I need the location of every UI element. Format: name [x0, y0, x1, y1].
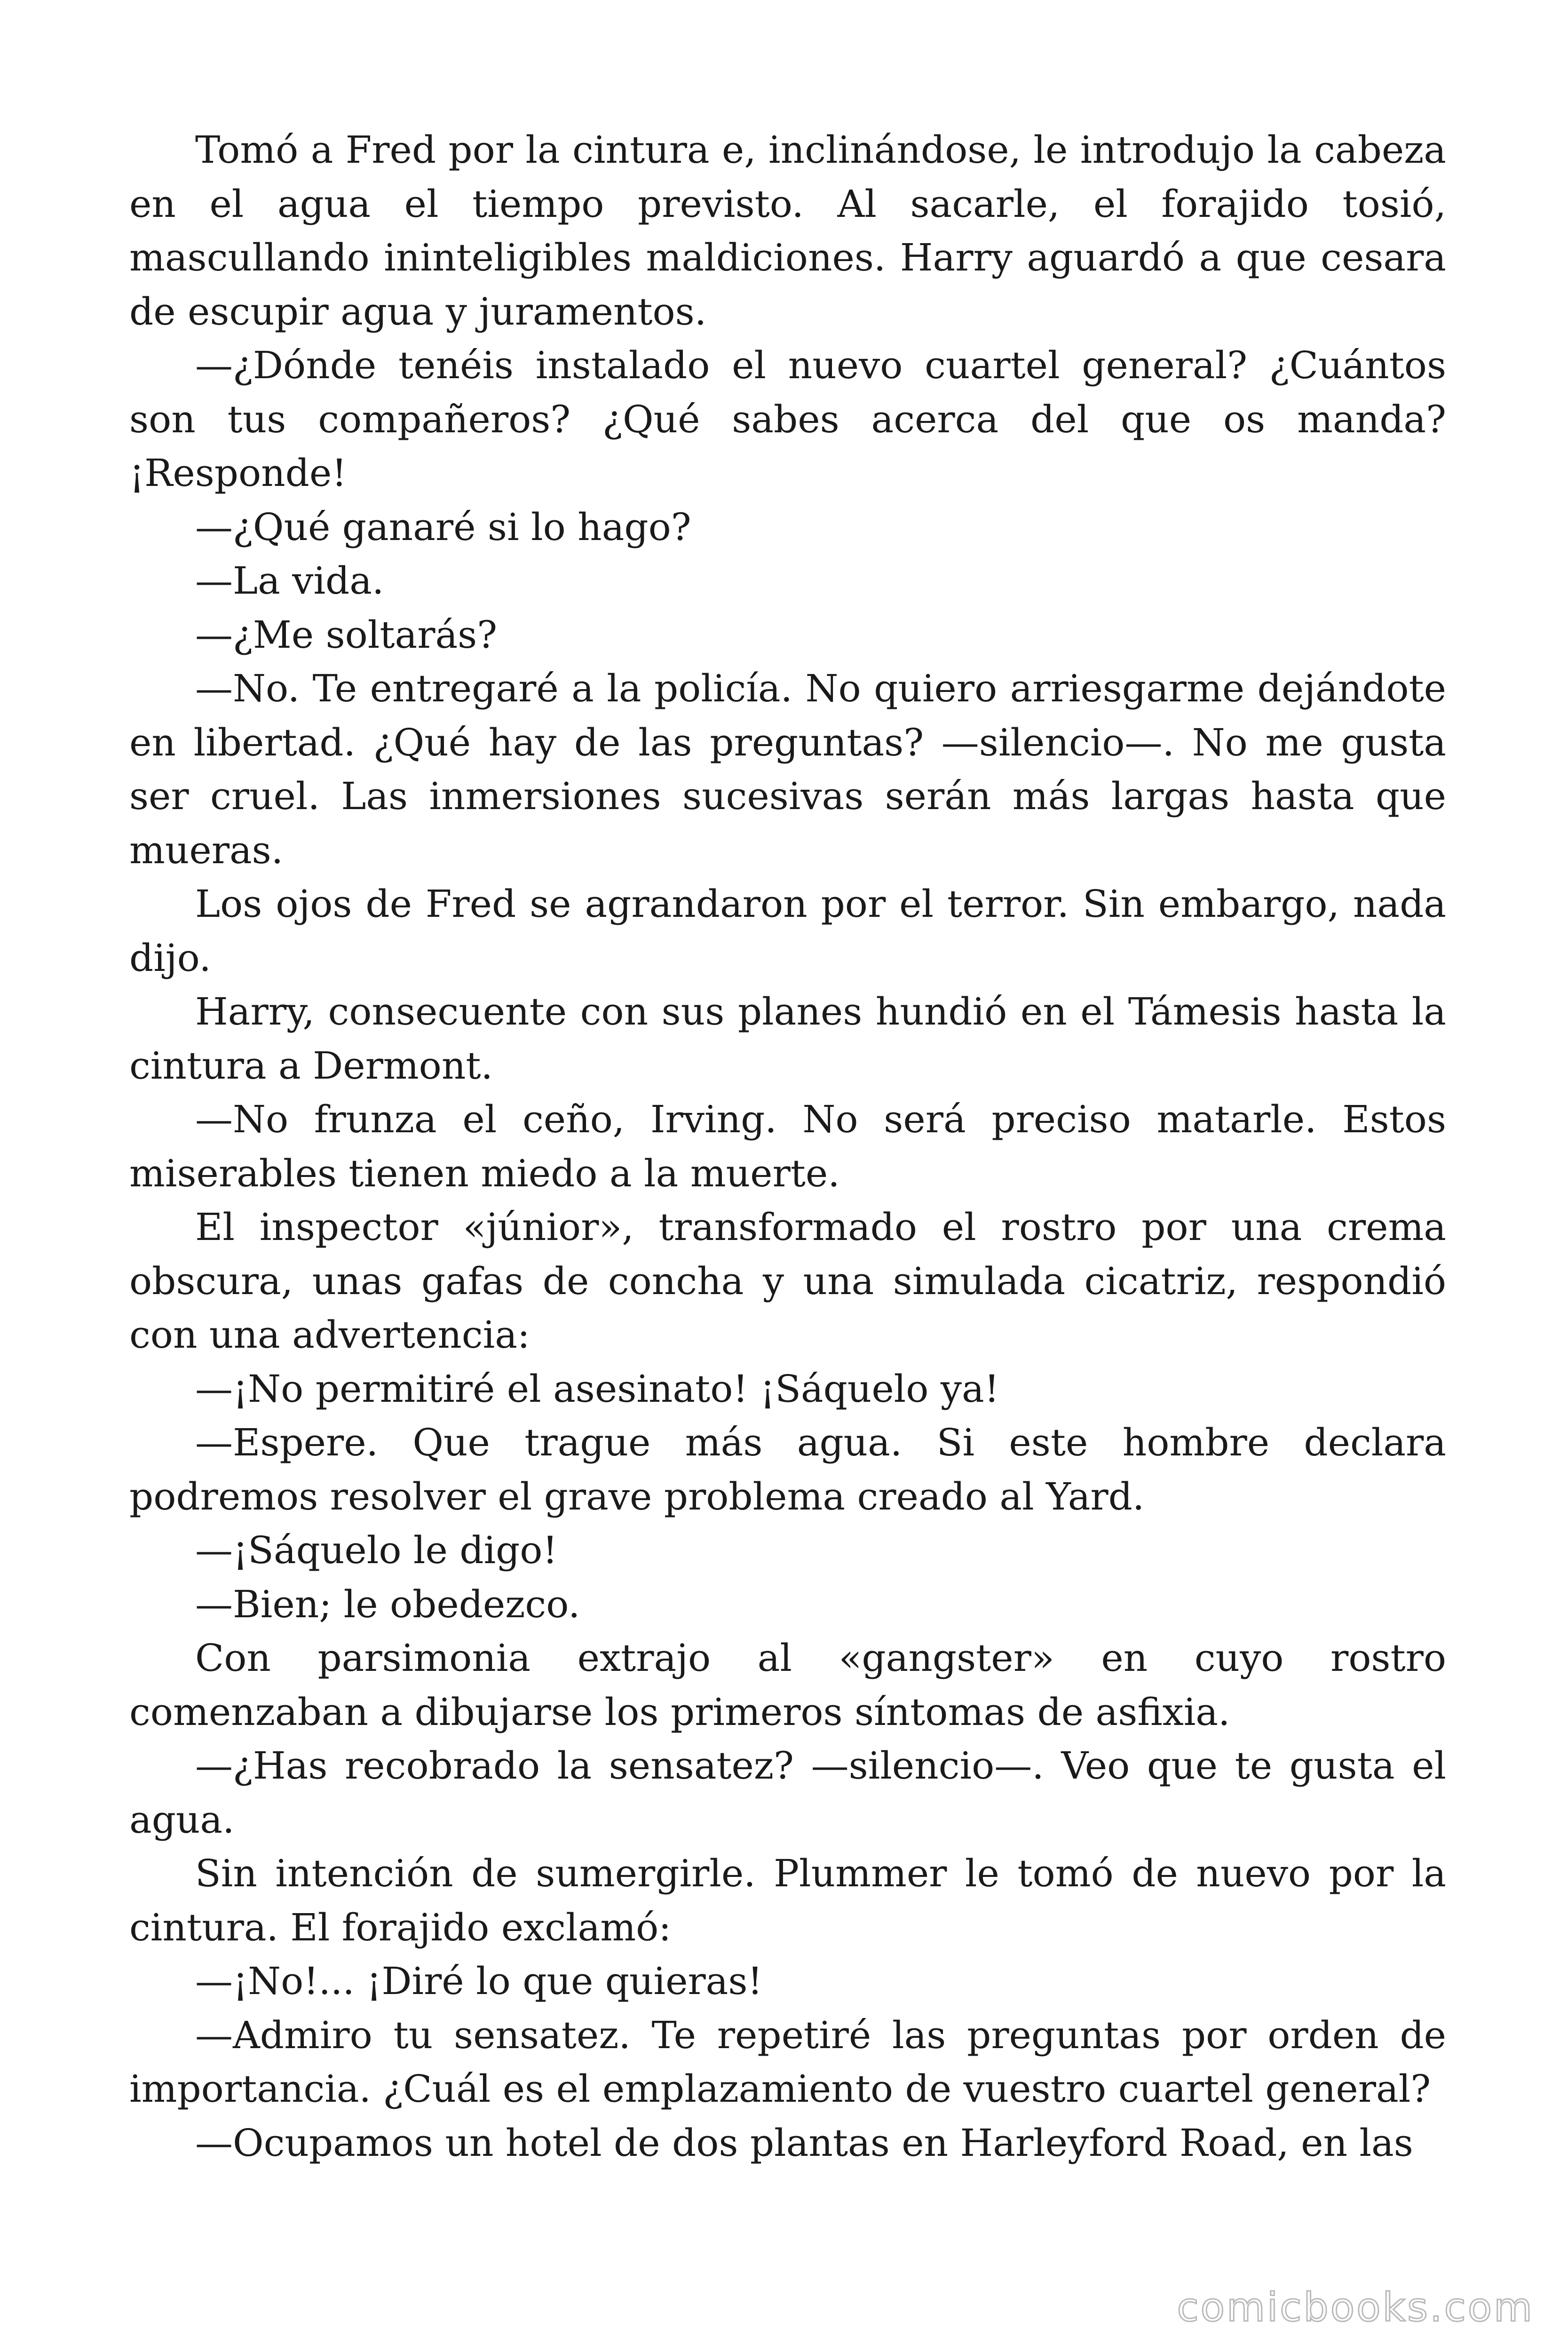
paragraph: —¿Has recobrado la sensatez? —silencio—. Veo que te gusta el agua.	[129, 1744, 1446, 1842]
paragraph: —¿Dónde tenéis instalado el nuevo cuartel general? ¿Cuántos son tus compañeros? ¿Qué sabes acerca del que os manda? ¡Responde!	[129, 343, 1446, 495]
paragraph: Harry, consecuente con sus planes hundió en el Támesis hasta la cintura a Dermont.	[129, 990, 1446, 1088]
paragraph: —¿Me soltarás?	[195, 612, 498, 657]
paragraph: Sin intención de sumergirle. Plummer le tomó de nuevo por la cintura. El forajido exclamó:	[129, 1851, 1446, 1949]
paragraph: —Bien; le obedezco.	[195, 1582, 580, 1626]
watermark-text: comicbooks.com	[1177, 2284, 1534, 2330]
paragraph: —¿Qué ganaré si lo hago?	[195, 505, 691, 549]
paragraph: —Espere. Que trague más agua. Si este hombre declara podremos resolver el grave problema creado al Yard.	[129, 1421, 1446, 1518]
paragraph: Tomó a Fred por la cintura e, inclinándose, le introdujo la cabeza en el agua el tiempo previsto. Al sacarle, el forajido tosió, mascullando ininteligibles maldiciones. Harry aguardó a que cesara de escupir agua y juramentos.	[129, 128, 1446, 334]
paragraph: —Admiro tu sensatez. Te repetiré las preguntas por orden de importancia. ¿Cuál es el emplazamiento de vuestro cuartel general?	[129, 2013, 1446, 2111]
paragraph: Con parsimonia extrajo al «gangster» en cuyo rostro comenzaban a dibujarse los primeros síntomas de asfixia.	[129, 1636, 1446, 1734]
paragraph: —¡No permitiré el asesinato! ¡Sáquelo ya!	[195, 1367, 999, 1411]
paragraph: El inspector «júnior», transformado el rostro por una crema obscura, unas gafas de concha y una simulada cicatriz, respondió con una advertencia:	[129, 1205, 1446, 1357]
paragraph: —Ocupamos un hotel de dos plantas en Harleyford Road, en las	[195, 2121, 1413, 2165]
paragraph: —La vida.	[195, 559, 384, 603]
paragraph: Los ojos de Fred se agrandaron por el terror. Sin embargo, nada dijo.	[129, 882, 1446, 980]
book-page	[129, 123, 1446, 2264]
paragraph: —No frunza el ceño, Irving. No será preciso matarle. Estos miserables tienen miedo a la muerte.	[129, 1097, 1446, 1195]
paragraph: —¡Sáquelo le digo!	[195, 1528, 558, 1572]
paragraph: —No. Te entregaré a la policía. No quiero arriesgarme dejándote en libertad. ¿Qué hay de las preguntas? —silencio—. No me gusta ser cruel. Las inmersiones sucesivas serán más largas hasta que mueras.	[129, 667, 1446, 872]
paragraph: —¡No!... ¡Diré lo que quieras!	[195, 1959, 763, 2003]
